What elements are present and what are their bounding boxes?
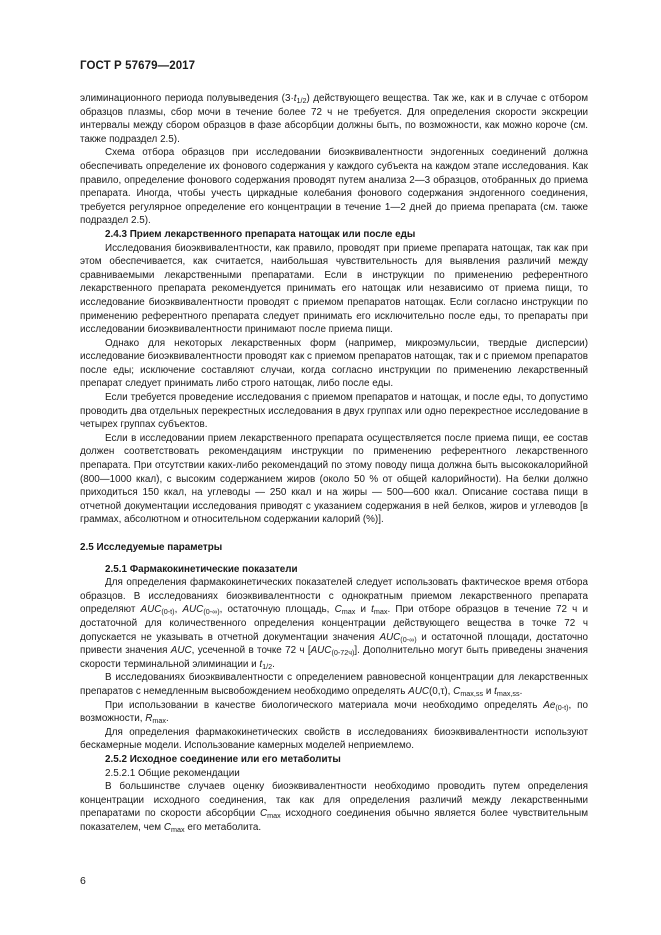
standard-header: ГОСТ Р 57679—2017 (80, 60, 196, 72)
section-heading-2-5-1: 2.5.1 Фармакокинетические показатели (105, 563, 298, 575)
section-heading-2-4-3: 2.4.3 Прием лекарственного препарата натощак или после еды (105, 228, 416, 240)
paragraph-models: Для определения фармакокинетических свойств в исследованиях биоэквивалентности используют бескамерные модели. Использование камерных моделей неприемлемо. (80, 726, 588, 752)
page-number: 6 (80, 875, 86, 887)
paragraph-endogenous: Схема отбора образцов при исследовании биоэквивалентности эндогенных соединений должна обеспечивать определение их фонового содержания у каждого субъекта на каждом этапе исследования. Как правило, определение фонового содержания проводят путем анализа 2—3 образцов, отобранных до приема препарата. Иногда, чтобы учесть циркадные колебания фонового содержания эндогенного соединения, требуется регулярное определение его концентрации в течение 1—2 дней до приема препарата (см. также подраздел 2.5). (80, 147, 588, 227)
paragraph-pk-parameters: Для определения фармакокинетических показателей следует использовать фактическое время отбора образцов. В исследованиях биоэквивалентности с однократным приемом лекарственного препарата определяют $AUC_{(0-t)}$, $AUC_{(0-\infty)}$, остаточную площадь, $C_{max}$ и $t_{max}$. При отборе образцов в течение 72 ч и достаточной для количественного определения концентрации действующего вещества в точке 72 ч допускается не указывать в отчетной документации значения $AUC_{(0-\infty)}$ и остаточной площади, достаточно привести значения AUC, усеченной в точке 72 ч $[AUC_{(0-72ч)}]$. Дополнительно могут быть приведены значения скорости терминальной элиминации и $t_{1/2}$. (80, 577, 588, 671)
paragraph-meal-composition: Если в исследовании прием лекарственного препарата осуществляется после приема пищи, ее состав должен соответствовать рекомендациям инструкции по применению референтного лекарственного препарата. При отсутствии каких-либо рекомендаций по этому поводу пища должна быть высококалорийной (800—1000 ккал), с высоким содержанием жиров (около 50 % от общей калорийности). На белки должно приходиться 150 ккал, на углеводы — 250 ккал и на жиры — 500—600 ккал. Описание состава пищи в отчетной документации исследования приводят с указанием содержания в ней белков, жиров и углеводов [в граммах, абсолютном и относительном содержании калорий (%)]. (80, 432, 588, 526)
paragraph-urine-sampling: элиминационного периода полувыведения $(3\cdot t_{1/2})$ действующего вещества. Так же, как и в случае с отбором образцов плазмы, сбор мочи в течение более 72 ч не требуется. Для определения скорости экскреции интервалы между сбором образцов в фазе абсорбции должны быть, по возможности, как можно короче (см. также подраздел 2.5). (80, 93, 588, 145)
paragraph-dosage-forms: Однако для некоторых лекарственных форм (например, микроэмульсии, твердые дисперсии) исследование биоэквивалентности проводят как с приемом препаратов натощак, так и с приемом препаратов после еды; исключение составляют случаи, когда согласно инструкции по применению лекарственный препарат следует принимать либо строго натощак, либо после еды. (80, 337, 588, 390)
paragraph-steady-state: В исследованиях биоэквивалентности с определением равновесной концентрации для лекарственных препаратов с немедленным высвобождением необходимо определять AUC(0,τ), $C_{max,ss}$ и $t_{max,ss}$. (80, 672, 588, 698)
paragraph-fasting: Исследования биоэквивалентности, как правило, проводят при приеме препарата натощак, так как при этом обеспечивается, как считается, наибольшая чувствительность для выявления различий между сравниваемыми лекарственными препаратами. Если в инструкции по применению референтного лекарственного препарата рекомендуется принимать его натощак или независимо от приема пищи, то исследование биоэквивалентности проводят с приемом препаратов натощак. Если согласно инструкции по применению референтного препарата следует принимать его исключительно после еды, то препараты при исследовании биоэквивалентности принимают после приема пищи. (80, 242, 588, 336)
page-content (80, 92, 588, 834)
paragraph-two-studies: Если требуется проведение исследования с приемом препаратов и натощак, и после еды, то допустимо проводить два отдельных перекрестных исследования в двух группах или одно перекрестное исследование в четырех группах субъектов. (80, 392, 588, 431)
section-heading-2-5-2: 2.5.2 Исходное соединение или его метаболиты (105, 753, 341, 765)
section-heading-2-5-2-1: 2.5.2.1 Общие рекомендации (105, 767, 240, 779)
section-heading-2-5: 2.5 Исследуемые параметры (80, 542, 223, 553)
paragraph-urine-material: При использовании в качестве биологического материала мочи необходимо определять $Ae_{(0-t)}$, по возможности, $R_{max}$. (80, 699, 589, 726)
paragraph-parent-compound: В большинстве случаев оценку биоэквивалентности необходимо проводить путем определения концентрации исходного соединения, так как для определения различий между лекарственными препаратами по скорости абсорбции $C_{max}$ исходного соединения обычно является более чувствительным показателем, чем $C_{max}$ его метаболита. (80, 781, 588, 834)
